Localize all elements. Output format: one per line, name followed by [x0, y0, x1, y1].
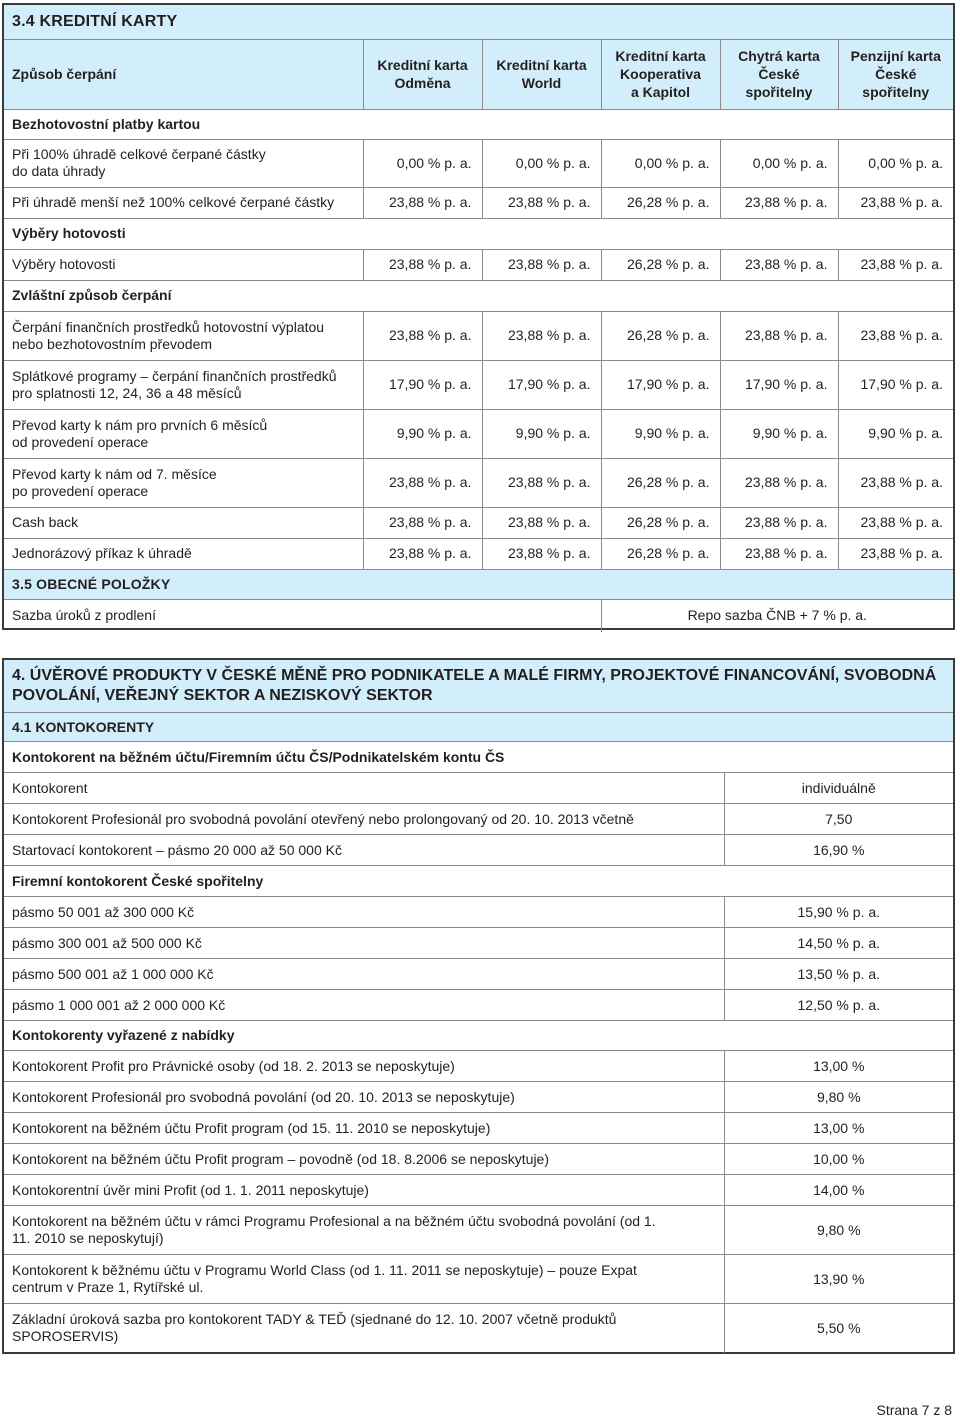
rate-value: 17,90 % p. a. — [601, 360, 720, 409]
row-value: Repo sazba ČNB + 7 % p. a. — [601, 599, 953, 632]
header-col: Kreditní karta Odměna — [363, 39, 482, 109]
rate-value: 0,00 % p. a. — [720, 139, 838, 187]
row-label: Převod karty k nám od 7. měsíce po provedení operace — [4, 458, 363, 507]
rate-value: 23,88 % p. a. — [838, 507, 953, 538]
rate-value: 23,88 % p. a. — [720, 249, 838, 280]
rate-value: 23,88 % p. a. — [482, 538, 601, 569]
table-row — [4, 1113, 953, 1144]
row-label: Sazba úroků z prodlení — [4, 599, 601, 632]
section-heading: Zvláštní způsob čerpání — [4, 280, 953, 311]
rate-value: 9,90 % p. a. — [720, 409, 838, 458]
credit-cards-box — [2, 3, 955, 630]
table-row — [4, 1175, 953, 1206]
table-row — [4, 538, 953, 569]
row-label: Kontokorent k běžnému účtu v Programu World Class (od 1. 11. 2011 se neposkytuje) – pouze Expat centrum v Praze 1, Rytířské ul. — [4, 1255, 724, 1304]
header-mode-label: Způsob čerpání — [4, 39, 363, 109]
table-row — [4, 773, 953, 804]
rate-value: 23,88 % p. a. — [720, 187, 838, 218]
rate-value: 23,88 % p. a. — [838, 538, 953, 569]
loans-box — [2, 658, 955, 1354]
section-title-3-5: 3.5 OBECNÉ POLOŽKY — [4, 569, 953, 599]
table-row — [4, 458, 953, 507]
row-label: Kontokorent na běžném účtu v rámci Programu Profesional a na běžném účtu svobodná povolání (od 1. 11. 2010 se neposkytují) — [4, 1206, 724, 1255]
table-row — [4, 1206, 953, 1255]
row-value: 14,00 % — [724, 1175, 953, 1206]
table-row — [4, 1304, 953, 1353]
table-row — [4, 360, 953, 409]
row-label: Výběry hotovosti — [4, 249, 363, 280]
header-col: Penzijní karta České spořitelny — [838, 39, 953, 109]
row-value: 15,90 % p. a. — [724, 897, 953, 928]
section-heading: Bezhotovostní platby kartou — [4, 109, 953, 139]
table-row — [4, 990, 953, 1021]
row-value: 5,50 % — [724, 1304, 953, 1353]
row-label: Kontokorent — [4, 773, 724, 804]
rate-value: 0,00 % p. a. — [482, 139, 601, 187]
section-title-3-4: 3.4 KREDITNÍ KARTY — [4, 5, 953, 39]
rate-value: 9,90 % p. a. — [363, 409, 482, 458]
rate-value: 23,88 % p. a. — [838, 249, 953, 280]
section-title-4: 4. ÚVĚROVÉ PRODUKTY V ČESKÉ MĚNĚ PRO PODNIKATELE A MALÉ FIRMY, PROJEKTOVÉ FINANCOVÁNÍ, SVOBODNÁ POVOLÁNÍ, VEŘEJNÝ SEKTOR A NEZISKOVÝ SEKTOR — [4, 660, 953, 713]
rate-value: 23,88 % p. a. — [482, 187, 601, 218]
row-value: 9,80 % — [724, 1206, 953, 1255]
table-row — [4, 959, 953, 990]
rate-value: 0,00 % p. a. — [601, 139, 720, 187]
rate-value: 23,88 % p. a. — [720, 538, 838, 569]
page-number: Strana 7 z 8 — [876, 1402, 952, 1418]
rate-value: 23,88 % p. a. — [363, 507, 482, 538]
rate-value: 17,90 % p. a. — [363, 360, 482, 409]
row-label: Při 100% úhradě celkové čerpané částky do data úhrady — [4, 139, 363, 187]
rate-value: 23,88 % p. a. — [838, 311, 953, 360]
row-label: Kontokorent na běžném účtu Profit program – povodně (od 18. 8.2006 se neposkytuje) — [4, 1144, 724, 1175]
row-label: Startovací kontokorent – pásmo 20 000 až 50 000 Kč — [4, 835, 724, 866]
rate-value: 23,88 % p. a. — [363, 311, 482, 360]
row-value: 10,00 % — [724, 1144, 953, 1175]
rate-value: 23,88 % p. a. — [363, 249, 482, 280]
rate-value: 26,28 % p. a. — [601, 507, 720, 538]
table-header-row — [4, 39, 953, 109]
row-value: 13,00 % — [724, 1113, 953, 1144]
rate-value: 9,90 % p. a. — [601, 409, 720, 458]
table-row — [4, 928, 953, 959]
rate-value: 23,88 % p. a. — [838, 458, 953, 507]
table-row — [4, 311, 953, 360]
rate-value: 23,88 % p. a. — [482, 249, 601, 280]
header-col: Kreditní karta Kooperativa a Kapitol — [601, 39, 720, 109]
rate-value: 17,90 % p. a. — [482, 360, 601, 409]
rate-value: 9,90 % p. a. — [838, 409, 953, 458]
rate-value: 0,00 % p. a. — [838, 139, 953, 187]
row-label: pásmo 300 001 až 500 000 Kč — [4, 928, 724, 959]
rate-value: 23,88 % p. a. — [720, 507, 838, 538]
row-label: Cash back — [4, 507, 363, 538]
group-heading: Firemní kontokorent České spořitelny — [4, 866, 953, 897]
row-value: 16,90 % — [724, 835, 953, 866]
credit-cards-table — [4, 5, 953, 632]
table-row — [4, 835, 953, 866]
rate-value: 23,88 % p. a. — [720, 311, 838, 360]
rate-value: 26,28 % p. a. — [601, 458, 720, 507]
rate-value: 23,88 % p. a. — [482, 458, 601, 507]
rate-value: 17,90 % p. a. — [720, 360, 838, 409]
rate-value: 9,90 % p. a. — [482, 409, 601, 458]
rate-value: 23,88 % p. a. — [838, 187, 953, 218]
table-row — [4, 139, 953, 187]
group-heading: Kontokorenty vyřazené z nabídky — [4, 1021, 953, 1051]
row-label: Kontokorent na běžném účtu Profit program (od 15. 11. 2010 se neposkytuje) — [4, 1113, 724, 1144]
table-row — [4, 599, 953, 632]
table-row — [4, 187, 953, 218]
row-label: Základní úroková sazba pro kontokorent TADY & TEĎ (sjednané do 12. 10. 2007 včetně produktů SPOROSERVIS) — [4, 1304, 724, 1353]
rate-value: 23,88 % p. a. — [720, 458, 838, 507]
rate-value: 23,88 % p. a. — [363, 458, 482, 507]
table-row — [4, 507, 953, 538]
row-value: 9,80 % — [724, 1082, 953, 1113]
rate-value: 23,88 % p. a. — [482, 507, 601, 538]
row-value: 13,00 % — [724, 1051, 953, 1082]
row-label: Kontokorentní úvěr mini Profit (od 1. 1. 2011 neposkytuje) — [4, 1175, 724, 1206]
row-label: pásmo 500 001 až 1 000 000 Kč — [4, 959, 724, 990]
rate-value: 0,00 % p. a. — [363, 139, 482, 187]
header-col: Chytrá karta České spořitelny — [720, 39, 838, 109]
table-row — [4, 1051, 953, 1082]
row-label: Kontokorent Profit pro Právnické osoby (od 18. 2. 2013 se neposkytuje) — [4, 1051, 724, 1082]
rate-value: 23,88 % p. a. — [363, 187, 482, 218]
rate-value: 23,88 % p. a. — [363, 538, 482, 569]
row-value: 14,50 % p. a. — [724, 928, 953, 959]
table-row — [4, 1144, 953, 1175]
row-value: 13,50 % p. a. — [724, 959, 953, 990]
table-row — [4, 249, 953, 280]
row-label: Kontokorent Profesionál pro svobodná povolání otevřený nebo prolongovaný od 20. 10. 2013 včetně — [4, 804, 724, 835]
row-value: 13,90 % — [724, 1255, 953, 1304]
section-heading: Výběry hotovosti — [4, 218, 953, 249]
rate-value: 17,90 % p. a. — [838, 360, 953, 409]
section-title-4-1: 4.1 KONTOKORENTY — [4, 713, 953, 742]
row-label: Jednorázový příkaz k úhradě — [4, 538, 363, 569]
row-label: Převod karty k nám pro prvních 6 měsíců od provedení operace — [4, 409, 363, 458]
row-label: Kontokorent Profesionál pro svobodná povolání (od 20. 10. 2013 se neposkytuje) — [4, 1082, 724, 1113]
row-value: 12,50 % p. a. — [724, 990, 953, 1021]
row-label: Čerpání finančních prostředků hotovostní výplatou nebo bezhotovostním převodem — [4, 311, 363, 360]
row-label: pásmo 1 000 001 až 2 000 000 Kč — [4, 990, 724, 1021]
table-row — [4, 897, 953, 928]
rate-value: 26,28 % p. a. — [601, 311, 720, 360]
table-row — [4, 1082, 953, 1113]
row-value: 7,50 — [724, 804, 953, 835]
row-label: pásmo 50 001 až 300 000 Kč — [4, 897, 724, 928]
table-row — [4, 409, 953, 458]
loans-table — [4, 660, 953, 1353]
header-col: Kreditní karta World — [482, 39, 601, 109]
row-value: individuálně — [724, 773, 953, 804]
rate-value: 26,28 % p. a. — [601, 538, 720, 569]
table-row — [4, 1255, 953, 1304]
row-label: Při úhradě menší než 100% celkové čerpané částky — [4, 187, 363, 218]
rate-value: 26,28 % p. a. — [601, 249, 720, 280]
rate-value: 23,88 % p. a. — [482, 311, 601, 360]
row-label: Splátkové programy – čerpání finančních prostředků pro splatnosti 12, 24, 36 a 48 měsíců — [4, 360, 363, 409]
rate-value: 26,28 % p. a. — [601, 187, 720, 218]
table-row — [4, 804, 953, 835]
group-heading: Kontokorent na běžném účtu/Firemním účtu ČS/Podnikatelském kontu ČS — [4, 742, 953, 773]
